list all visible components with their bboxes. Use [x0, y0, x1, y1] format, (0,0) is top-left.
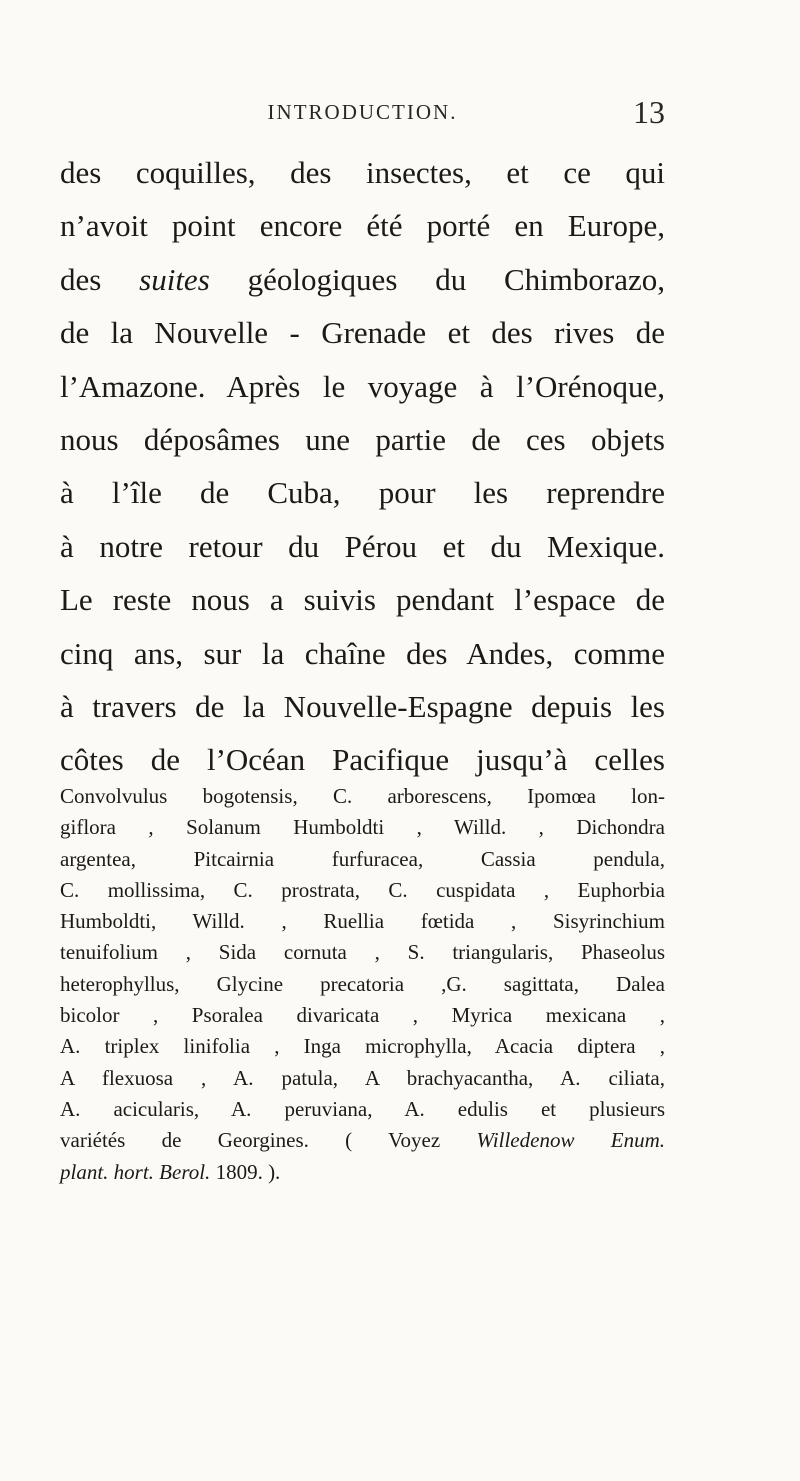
footnote	[60, 781, 665, 1188]
footnote-line: heterophyllus, Glycine precatoria ,G. sagittata, Dalea	[60, 971, 665, 996]
citation-year: 1809. ).	[210, 1159, 281, 1184]
body-line: nous déposâmes une partie de ces objets	[60, 422, 665, 458]
body-line-end: géologiques du Chimborazo,	[209, 261, 665, 297]
body-line: à travers de la Nouvelle-Espagne depuis les	[60, 689, 665, 725]
body-line: cinq ans, sur la chaîne des Andes, comme	[60, 635, 665, 671]
body-line: des coquilles, des insectes, et ce qui	[60, 155, 665, 190]
running-head	[60, 94, 665, 134]
footnote-line	[60, 1157, 665, 1188]
page-number: 13	[633, 94, 665, 130]
footnote-line	[60, 1125, 665, 1156]
footnote-line: giflora , Solanum Humboldti , Willd. , Dichondra	[60, 815, 665, 840]
italic-word: suites	[139, 261, 210, 297]
footnote-line: Humboldti, Willd. , Ruellia fœtida , Sisyrinchium	[60, 909, 665, 934]
body-line: à l’île de Cuba, pour les reprendre	[60, 475, 665, 511]
footnote-line: A. triplex linifolia , Inga microphylla, Acacia diptera ,	[60, 1034, 665, 1059]
footnote-line: tenuifolium , Sida cornuta , S. triangularis, Phaseolus	[60, 940, 665, 965]
footnote-line: argentea, Pitcairnia furfuracea, Cassia pendula,	[60, 846, 665, 871]
footnote-line: A. acicularis, A. peruviana, A. edulis et plusieurs	[60, 1096, 665, 1121]
footnote-line: C. mollissima, C. prostrata, C. cuspidata , Euphorbia	[60, 877, 665, 902]
body-line: Le reste nous a suivis pendant l’espace de	[60, 582, 665, 618]
body-line: à notre retour du Pérou et du Mexique.	[60, 528, 665, 564]
body-line: l’Amazone. Après le voyage à l’Orénoque,	[60, 368, 665, 404]
body-line-start: des	[60, 261, 140, 297]
body-line: côtes de l’Océan Pacifique jusqu’à celles	[60, 742, 665, 778]
running-title: INTRODUCTION.	[267, 100, 458, 124]
body-line: n’avoit point encore été porté en Europe,	[60, 208, 665, 244]
footnote-line: bicolor , Psoralea divaricata , Myrica mexicana ,	[60, 1003, 665, 1028]
body-line	[60, 253, 665, 306]
citation-author: Willedenow Enum.	[476, 1128, 665, 1153]
footnote-line-start: variétés de Georgines. ( Voyez	[60, 1128, 477, 1153]
footnote-line: A flexuosa , A. patula, A brachyacantha, A. ciliata,	[60, 1065, 665, 1090]
body-line: de la Nouvelle - Grenade et des rives de	[60, 315, 665, 351]
footnote-line: Convolvulus bogotensis, C. arborescens, Ipomœa lon-	[60, 784, 665, 808]
body-paragraph	[60, 146, 665, 787]
citation-work: plant. hort. Berol.	[60, 1159, 211, 1184]
